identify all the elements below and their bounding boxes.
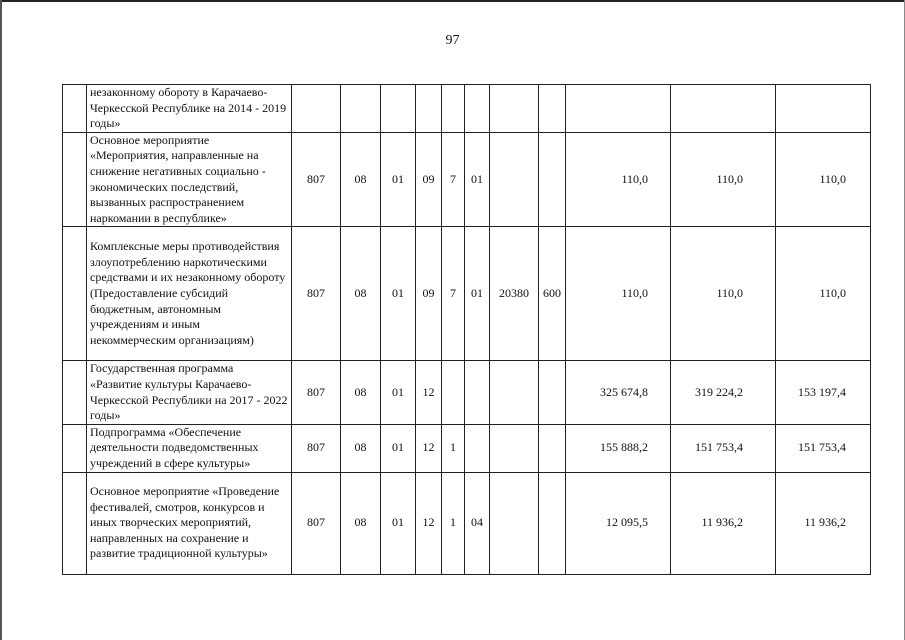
- table-row: [63, 424, 871, 472]
- direction-code-cell: [490, 132, 539, 227]
- expense-type-cell: 600: [539, 227, 566, 361]
- amount-2018-cell: [671, 85, 776, 133]
- amount-2019-cell: 153 197,4: [776, 361, 871, 424]
- section-code-cell: 08: [341, 472, 381, 574]
- row-number-cell: [63, 132, 87, 227]
- event-code-cell: [465, 85, 490, 133]
- subsection-code-cell: 01: [381, 472, 416, 574]
- subsection-code-cell: 01: [381, 424, 416, 472]
- amount-2018-cell: 110,0: [671, 132, 776, 227]
- event-code-cell: 01: [465, 132, 490, 227]
- row-number-cell: [63, 424, 87, 472]
- table-row: [63, 227, 871, 361]
- program-code-cell: 12: [416, 424, 442, 472]
- program-code-cell: 09: [416, 132, 442, 227]
- subprogram-code-cell: 7: [442, 227, 465, 361]
- amount-2017-cell: 12 095,5: [566, 472, 671, 574]
- subprogram-code-cell: 1: [442, 472, 465, 574]
- item-name-cell: незаконному обороту в Карачаево-Черкесской Республике на 2014 - 2019 годы»: [87, 85, 292, 133]
- program-code-cell: [416, 85, 442, 133]
- subprogram-code-cell: [442, 361, 465, 424]
- table-row: [63, 132, 871, 227]
- scan-frame-left: [0, 0, 2, 640]
- scan-frame-top: [0, 0, 905, 2]
- table-row: [63, 85, 871, 133]
- ministry-code-cell: 807: [292, 227, 341, 361]
- ministry-code-cell: 807: [292, 361, 341, 424]
- program-code-cell: 12: [416, 361, 442, 424]
- item-name-cell: Основное мероприятие «Мероприятия, направленные на снижение негативных социально - экономических последствий, вызванных распространением наркомании в республике»: [87, 132, 292, 227]
- subprogram-code-cell: [442, 85, 465, 133]
- event-code-cell: 04: [465, 472, 490, 574]
- item-name-cell: Основное мероприятие «Проведение фестивалей, смотров, конкурсов и иных творческих мероприятий, направленных на сохранение и развитие традиционной культуры»: [87, 472, 292, 574]
- direction-code-cell: [490, 85, 539, 133]
- amount-2018-cell: 11 936,2: [671, 472, 776, 574]
- subprogram-code-cell: 7: [442, 132, 465, 227]
- amount-2017-cell: 155 888,2: [566, 424, 671, 472]
- section-code-cell: 08: [341, 227, 381, 361]
- amount-2018-cell: 110,0: [671, 227, 776, 361]
- item-name-cell: Государственная программа «Развитие культуры Карачаево-Черкесской Республики на 2017 - 2022 годы»: [87, 361, 292, 424]
- event-code-cell: [465, 361, 490, 424]
- program-code-cell: 09: [416, 227, 442, 361]
- ministry-code-cell: 807: [292, 132, 341, 227]
- expense-type-cell: [539, 472, 566, 574]
- amount-2018-cell: 319 224,2: [671, 361, 776, 424]
- table-row: [63, 472, 871, 574]
- expense-type-cell: [539, 85, 566, 133]
- event-code-cell: 01: [465, 227, 490, 361]
- amount-2019-cell: 110,0: [776, 132, 871, 227]
- item-name-cell: Комплексные меры противодействия злоупотреблению наркотическими средствами и их незаконному обороту (Предоставление субсидий бюджетным, автономным учреждениям и иным некоммерческим организациям): [87, 227, 292, 361]
- direction-code-cell: [490, 472, 539, 574]
- direction-code-cell: [490, 361, 539, 424]
- row-number-cell: [63, 227, 87, 361]
- amount-2018-cell: 151 753,4: [671, 424, 776, 472]
- budget-table: [62, 84, 871, 575]
- subsection-code-cell: [381, 85, 416, 133]
- ministry-code-cell: 807: [292, 424, 341, 472]
- amount-2017-cell: [566, 85, 671, 133]
- item-name-cell: Подпрограмма «Обеспечение деятельности подведомственных учреждений в сфере культуры»: [87, 424, 292, 472]
- row-number-cell: [63, 472, 87, 574]
- amount-2019-cell: 151 753,4: [776, 424, 871, 472]
- amount-2019-cell: [776, 85, 871, 133]
- row-number-cell: [63, 85, 87, 133]
- event-code-cell: [465, 424, 490, 472]
- section-code-cell: 08: [341, 361, 381, 424]
- amount-2017-cell: 110,0: [566, 132, 671, 227]
- direction-code-cell: [490, 424, 539, 472]
- amount-2017-cell: 110,0: [566, 227, 671, 361]
- subprogram-code-cell: 1: [442, 424, 465, 472]
- expense-type-cell: [539, 361, 566, 424]
- amount-2019-cell: 110,0: [776, 227, 871, 361]
- direction-code-cell: 20380: [490, 227, 539, 361]
- ministry-code-cell: [292, 85, 341, 133]
- subsection-code-cell: 01: [381, 227, 416, 361]
- amount-2019-cell: 11 936,2: [776, 472, 871, 574]
- row-number-cell: [63, 361, 87, 424]
- subsection-code-cell: 01: [381, 132, 416, 227]
- expense-type-cell: [539, 424, 566, 472]
- amount-2017-cell: 325 674,8: [566, 361, 671, 424]
- section-code-cell: 08: [341, 424, 381, 472]
- table-row: [63, 361, 871, 424]
- expense-type-cell: [539, 132, 566, 227]
- program-code-cell: 12: [416, 472, 442, 574]
- page-number: 97: [445, 33, 460, 48]
- ministry-code-cell: 807: [292, 472, 341, 574]
- subsection-code-cell: 01: [381, 361, 416, 424]
- section-code-cell: 08: [341, 132, 381, 227]
- section-code-cell: [341, 85, 381, 133]
